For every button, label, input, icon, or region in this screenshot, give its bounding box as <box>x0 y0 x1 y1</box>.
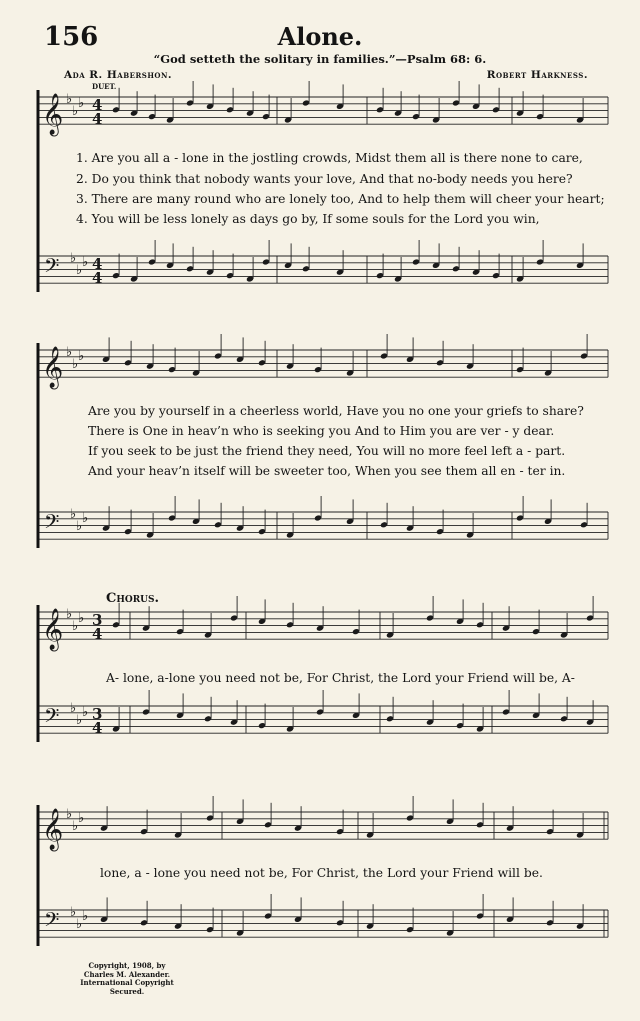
svg-text:♭: ♭ <box>78 811 85 826</box>
svg-text:𝄞: 𝄞 <box>42 609 64 650</box>
svg-text:♭: ♭ <box>76 713 83 729</box>
duet-marking: DUET. <box>92 82 117 91</box>
verse-2-line-a: 2. Do you think that nobody wants your love, And that no-body needs you here? <box>76 172 573 186</box>
svg-text:4: 4 <box>92 625 103 643</box>
svg-text:♭: ♭ <box>70 251 77 266</box>
hymn-number: 156 <box>44 22 99 52</box>
svg-text:♭: ♭ <box>72 819 79 835</box>
lyricist: Ada R. Habershon. <box>64 69 173 81</box>
verse-3-line-a: 3. There are many round who are lonely too, And to help them will cheer your heart; <box>76 192 605 206</box>
verse-1-line-b: Are you by yourself in a cheerless world, Have you no one your griefs to share? <box>88 404 584 418</box>
svg-text:♭: ♭ <box>76 917 83 933</box>
svg-text:♭: ♭ <box>78 349 85 364</box>
svg-text:♭: ♭ <box>82 255 89 270</box>
bass-staff-3 <box>38 690 608 737</box>
svg-text:♭: ♭ <box>82 511 89 526</box>
svg-text:𝄞: 𝄞 <box>42 809 64 850</box>
copyright-line-3: International Copyright Secured. <box>80 978 174 996</box>
svg-text:3: 3 <box>92 611 103 629</box>
svg-text:♭: ♭ <box>72 619 79 635</box>
svg-text:♭: ♭ <box>66 807 73 822</box>
svg-text:♭: ♭ <box>66 607 73 622</box>
svg-text:♭: ♭ <box>76 263 83 279</box>
svg-text:4: 4 <box>92 96 103 114</box>
treble-staff-2 <box>38 334 608 389</box>
svg-text:4: 4 <box>92 719 103 737</box>
svg-text:𝄢: 𝄢 <box>44 704 60 732</box>
svg-text:♭: ♭ <box>72 357 79 373</box>
svg-text:♭: ♭ <box>76 519 83 535</box>
treble-staff-1 <box>38 81 608 136</box>
svg-text:𝄞: 𝄞 <box>42 94 64 135</box>
bass-staff-2 <box>38 496 608 539</box>
svg-text:♭: ♭ <box>66 92 73 107</box>
verse-4-line-a: 4. You will be less lonely as days go by, If some souls for the Lord you win, <box>76 212 540 226</box>
bass-staff-1 <box>38 240 608 287</box>
verse-2-line-b: There is One in heav’n who is seeking you And to Him you are ver - y dear. <box>88 424 555 438</box>
verse-3-line-b: If you seek to be just the friend they need, You will no more feel left a - part. <box>88 444 566 458</box>
verse-4-line-b: And your heav’n itself will be sweeter too, When you see them all en - ter in. <box>88 464 566 478</box>
svg-text:4: 4 <box>92 269 103 287</box>
bass-staff-4 <box>38 894 608 937</box>
copyright-line-1: Copyright, 1908, by <box>88 961 166 970</box>
epigraph: “God setteth the solitary in families.”—Psalm 68: 6. <box>153 52 487 66</box>
svg-text:♭: ♭ <box>70 507 77 522</box>
svg-text:𝄢: 𝄢 <box>44 510 60 538</box>
chorus-line-2: lone, a - lone you need not be, For Christ, the Lord your Friend will be. <box>100 866 543 880</box>
svg-text:𝄞: 𝄞 <box>42 347 64 388</box>
treble-staff-4 <box>38 796 608 851</box>
svg-text:3: 3 <box>92 705 103 723</box>
composer: Robert Harkness. <box>486 69 588 81</box>
chorus-label: Chorus. <box>106 591 160 606</box>
verse-1-line-a: 1. Are you all a - lone in the jostling crowds, Midst them all is there none to care, <box>76 151 583 165</box>
chorus-line-1: A- lone, a-lone you need not be, For Christ, the Lord your Friend will be, A- <box>106 671 575 685</box>
svg-text:♭: ♭ <box>72 104 79 120</box>
svg-text:♭: ♭ <box>82 909 89 924</box>
svg-text:𝄢: 𝄢 <box>44 908 60 936</box>
svg-text:♭: ♭ <box>78 96 85 111</box>
hymn-title: Alone. <box>277 22 363 51</box>
copyright-line-2: Charles M. Alexander. <box>83 969 171 979</box>
copyright-notice <box>62 962 192 996</box>
svg-text:♭: ♭ <box>70 701 77 716</box>
svg-text:♭: ♭ <box>82 705 89 720</box>
svg-text:♭: ♭ <box>70 905 77 920</box>
svg-text:4: 4 <box>92 255 103 273</box>
svg-text:♭: ♭ <box>66 345 73 360</box>
svg-text:𝄢: 𝄢 <box>44 254 60 282</box>
svg-text:♭: ♭ <box>78 611 85 626</box>
svg-text:4: 4 <box>92 110 103 128</box>
